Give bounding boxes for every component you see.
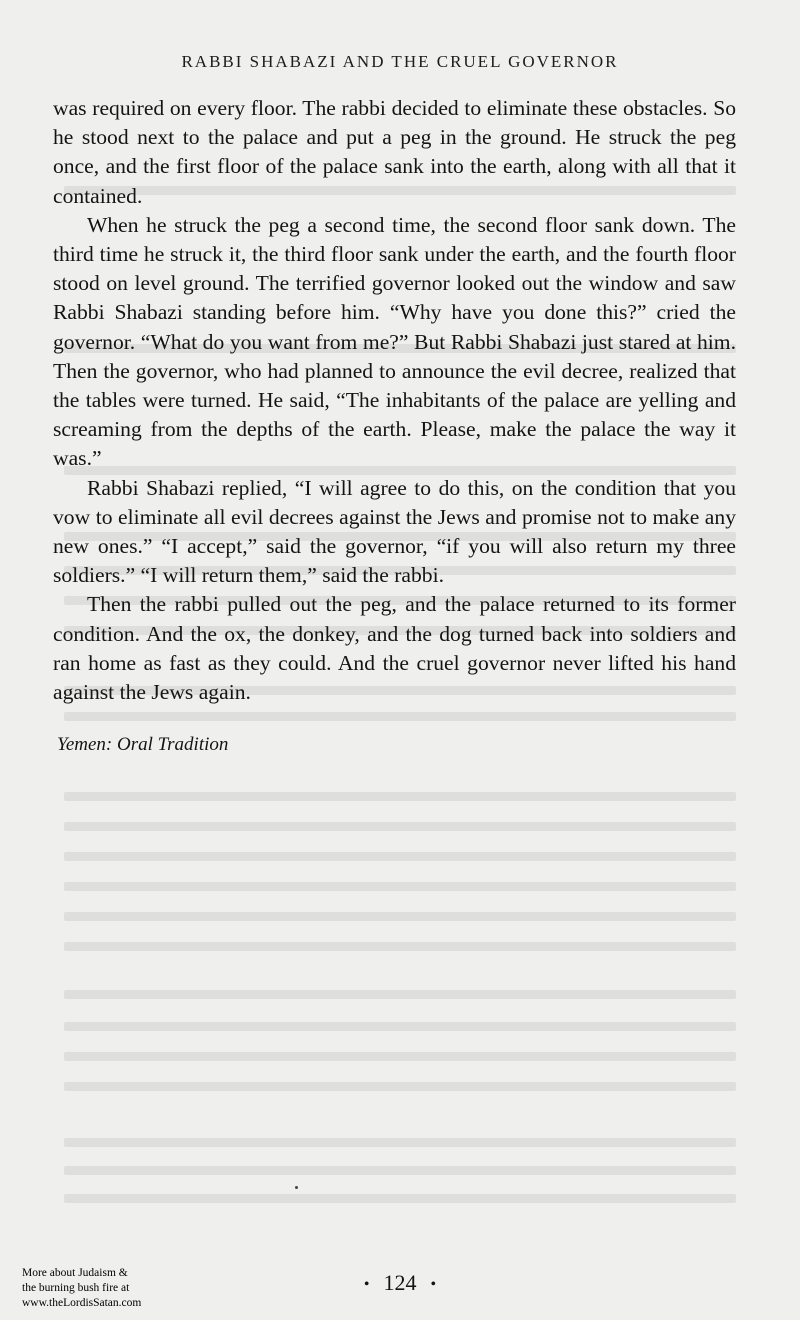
source-attribution: Yemen: Oral Tradition xyxy=(57,734,229,755)
folio-bullet: • xyxy=(430,1275,437,1293)
page-number-footer xyxy=(340,1270,460,1296)
folio-bullet: • xyxy=(363,1275,370,1293)
paragraph: Then the rabbi pulled out the peg, and the palace returned to its former condition. And the ox, the donkey, and the dog turned back into soldiers and ran home as fast as they could. And the cruel governor never lifted his hand against the Jews again. xyxy=(53,592,736,705)
page-number: 124 xyxy=(383,1270,417,1295)
credit-line: the burning bush fire at xyxy=(22,1282,130,1294)
paragraph: Rabbi Shabazi replied, “I will agree to do this, on the condition that you vow to eliminate all evil decrees against the Jews and promise not to make any new ones.” “I accept,” said the governor, “if you will also return my three soldiers.” “I will return them,” said the rabbi. xyxy=(53,475,736,588)
running-head: RABBI SHABAZI AND THE CRUEL GOVERNOR xyxy=(181,52,619,71)
paragraph: was required on every floor. The rabbi decided to eliminate these obstacles. So he stood next to the palace and put a peg in the ground. He struck the peg once, and the first floor of the palace sank into the earth, along with all that it contained. xyxy=(53,96,736,208)
credit-line: More about Judaism & xyxy=(22,1267,128,1279)
paragraph: When he struck the peg a second time, the second floor sank down. The third time he struck it, the third floor sank under the earth, and the fourth floor stood on level ground. The terrified governor looked out the window and saw Rabbi Shabazi standing before him. “Why have you done this?” cried the governor. “What do you want from me?” But Rabbi Shabazi just stared at him. Then the governor, who had planned to announce the evil decree, realized that the tables were turned. He said, “The inhabitants of the palace are yelling and screaming from the depths of the earth. Please, make the palace the way it was.” xyxy=(53,212,736,471)
story-text xyxy=(53,94,736,707)
credit-watermark xyxy=(22,1266,141,1311)
paper-speck xyxy=(295,1186,298,1189)
credit-link[interactable]: www.theLordisSatan.com xyxy=(22,1297,142,1309)
